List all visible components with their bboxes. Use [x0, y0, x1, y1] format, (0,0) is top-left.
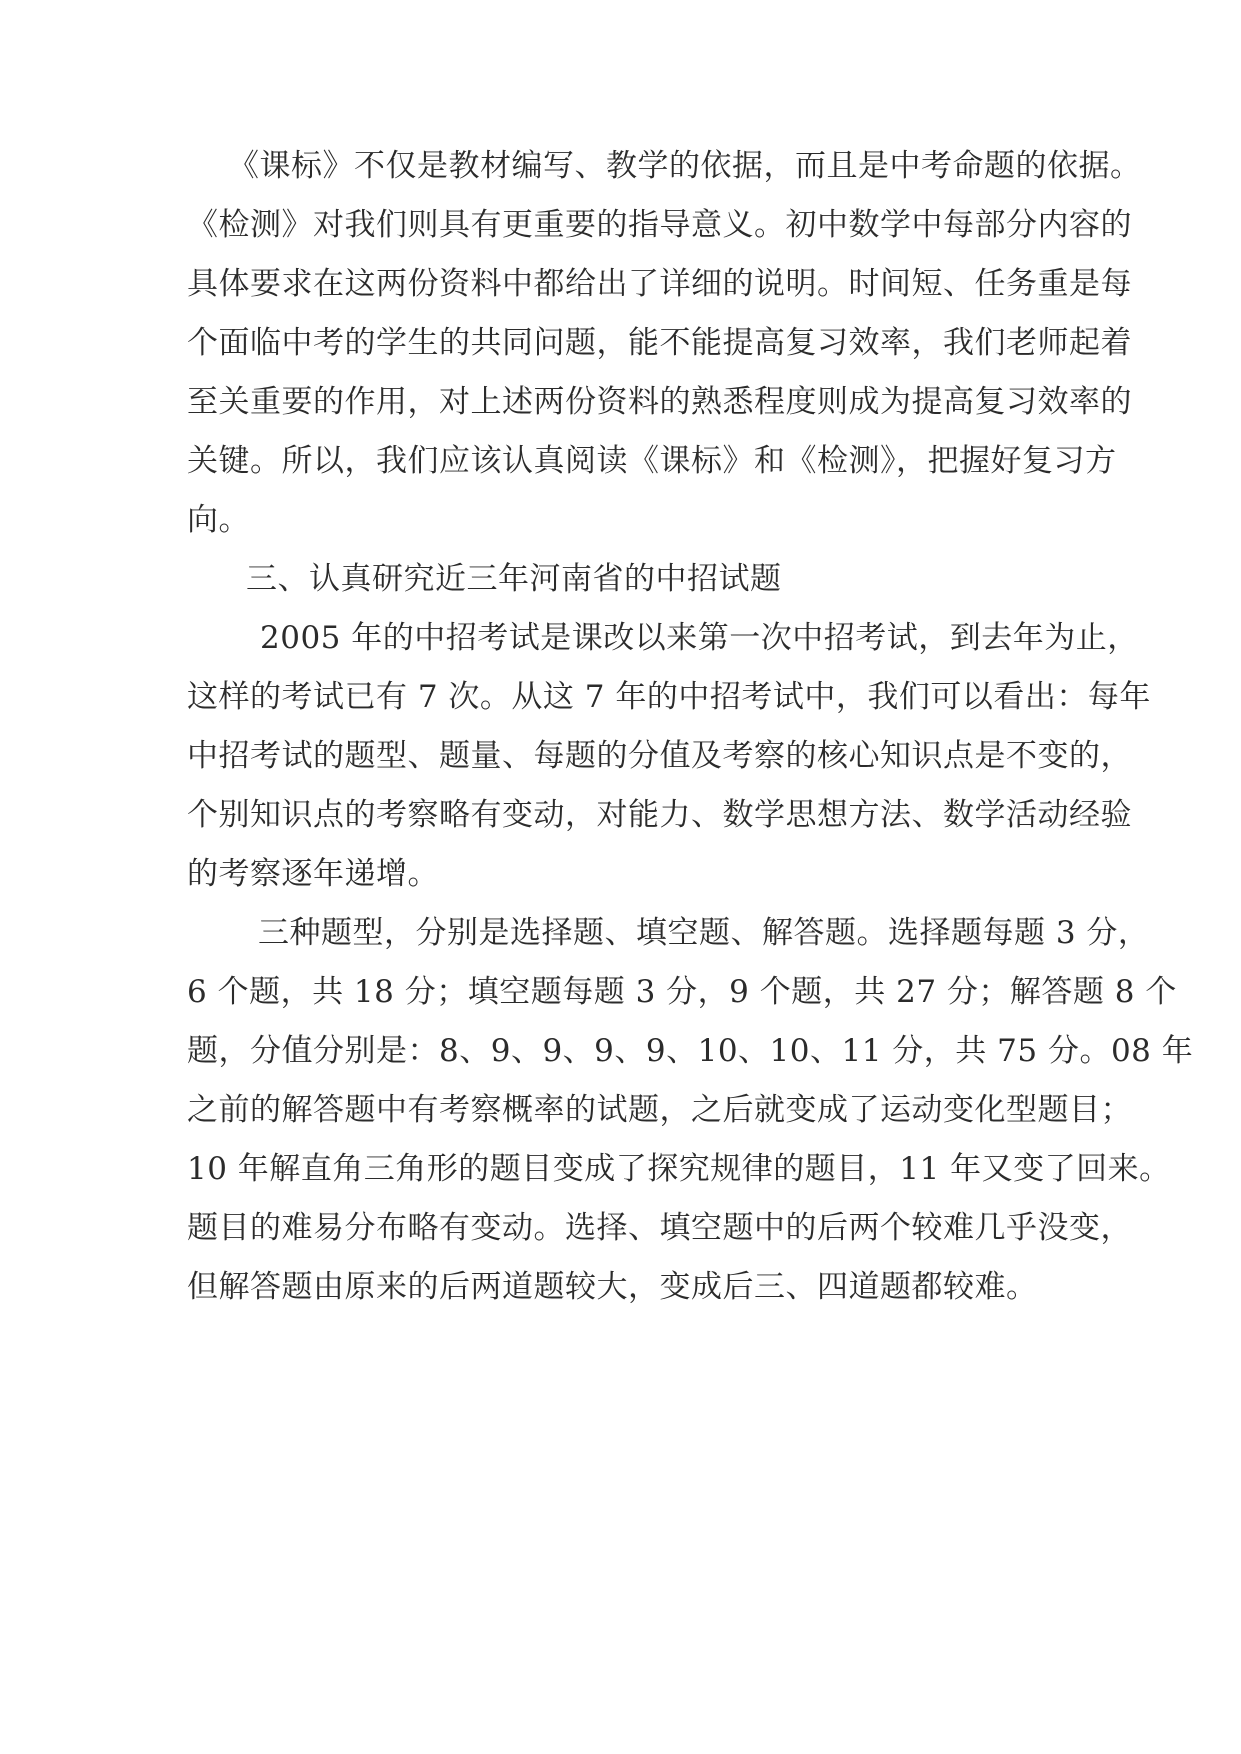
paragraph-1-line-6: 关键。所以，我们应该认真阅读《课标》和《检测》，把握好复习方 [187, 443, 1117, 479]
paragraph-1-line-3: 具体要求在这两份资料中都给出了详细的说明。时间短、任务重是每 [187, 266, 1132, 302]
paragraph-3-line-5: 10 年解直角三角形的题目变成了探究规律的题目，11 年又变了回来。 [187, 1151, 1171, 1187]
paragraph-2-line-3: 中招考试的题型、题量、每题的分值及考察的核心知识点是不变的， [187, 738, 1132, 774]
paragraph-1-line-5: 至关重要的作用，对上述两份资料的熟悉程度则成为提高复习效率的 [187, 384, 1132, 420]
paragraph-3-line-6: 题目的难易分布略有变动。选择、填空题中的后两个较难几乎没变， [187, 1210, 1132, 1246]
paragraph-3-line-1: 三种题型，分别是选择题、填空题、解答题。选择题每题 3 分， [258, 915, 1150, 951]
paragraph-2-line-4: 个别知识点的考察略有变动，对能力、数学思想方法、数学活动经验 [187, 797, 1132, 833]
section-heading: 三、认真研究近三年河南省的中招试题 [246, 561, 782, 597]
paragraph-2-line-1: 2005 年的中招考试是课改以来第一次中招考试，到去年为止， [260, 620, 1139, 656]
paragraph-2-line-2: 这样的考试已有 7 次。从这 7 年的中招考试中，我们可以看出：每年 [187, 679, 1151, 715]
paragraph-1-line-2: 《检测》对我们则具有更重要的指导意义。初中数学中每部分内容的 [187, 207, 1132, 243]
paragraph-3-line-4: 之前的解答题中有考察概率的试题，之后就变成了运动变化型题目； [187, 1092, 1132, 1128]
paragraph-1-line-1: 《课标》不仅是教材编写、教学的依据，而且是中考命题的依据。 [228, 148, 1142, 184]
paragraph-1-line-7: 向。 [187, 502, 250, 538]
paragraph-1-line-4: 个面临中考的学生的共同问题，能不能提高复习效率，我们老师起着 [187, 325, 1132, 361]
paragraph-3-line-2: 6 个题，共 18 分；填空题每题 3 分，9 个题，共 27 分；解答题 8 个 [187, 974, 1177, 1010]
paragraph-3-line-7: 但解答题由原来的后两道题较大，变成后三、四道题都较难。 [187, 1269, 1038, 1305]
paragraph-3-line-3: 题，分值分别是：8、9、9、9、9、10、10、11 分，共 75 分。08 年 [187, 1033, 1194, 1069]
paragraph-2-line-5: 的考察逐年递增。 [187, 856, 439, 892]
